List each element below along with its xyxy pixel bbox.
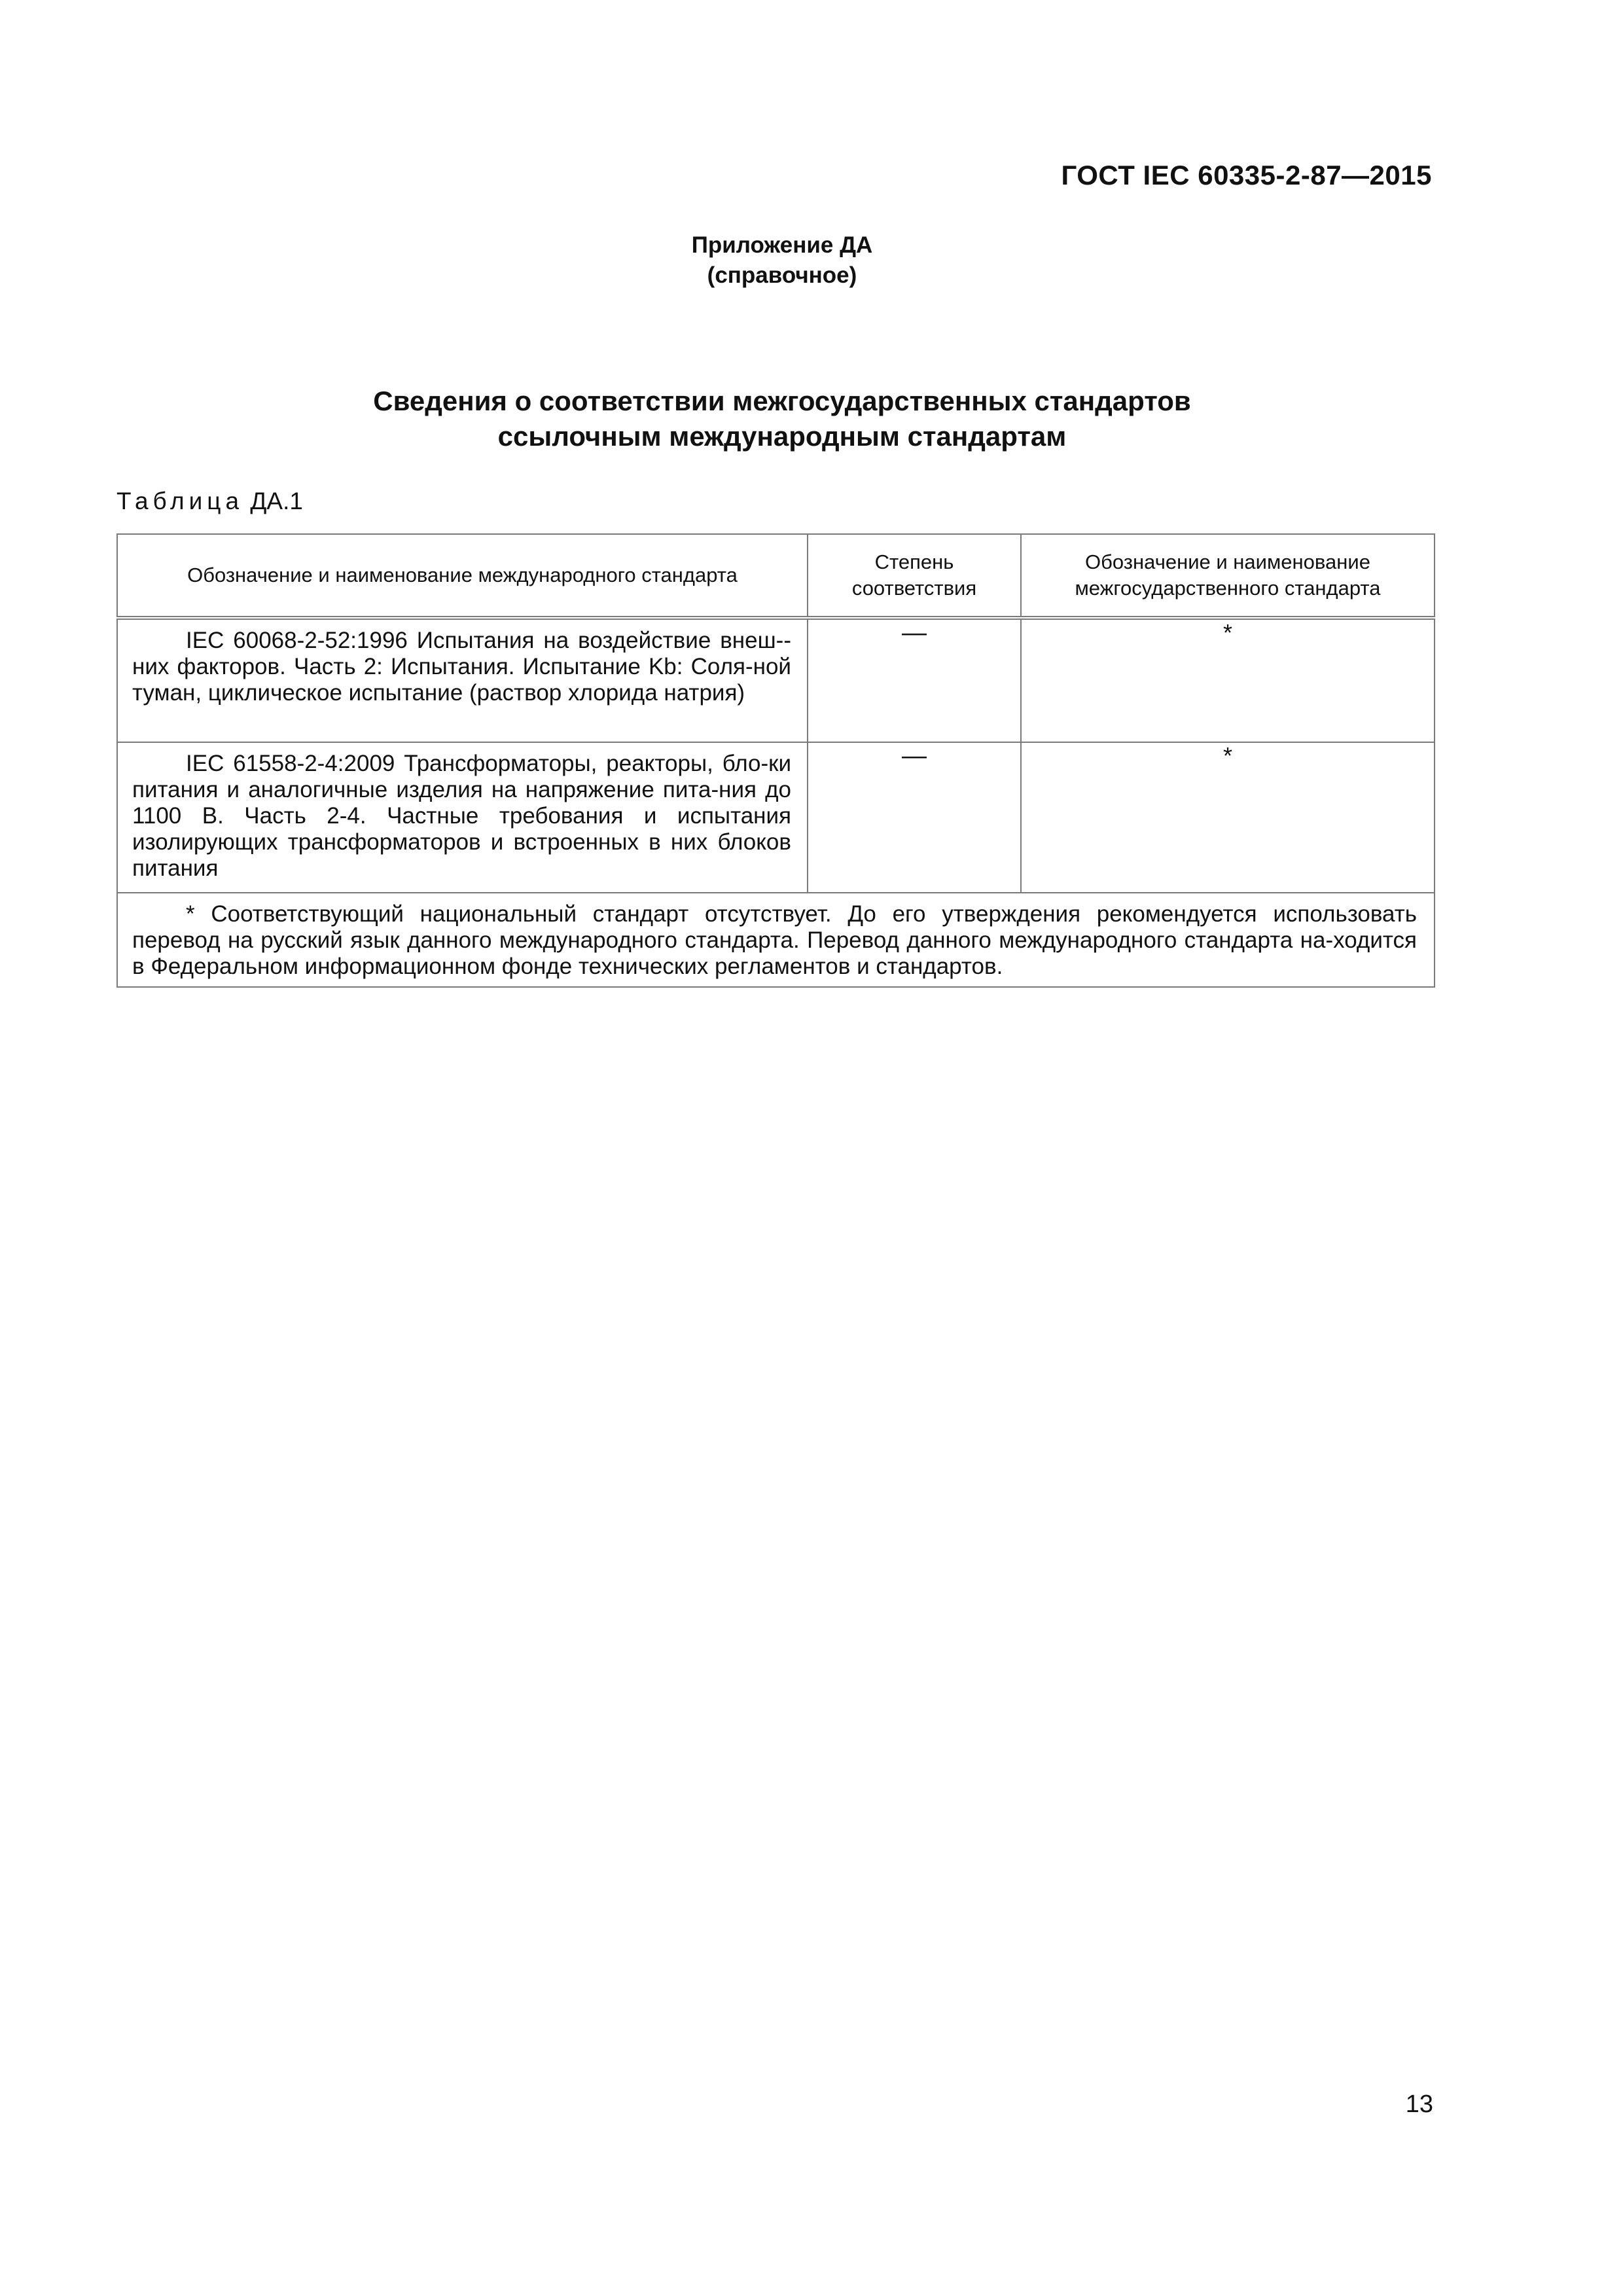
table-caption [116,488,303,515]
section-title [0,384,1564,454]
table-caption-number: ДА.1 [243,488,303,514]
document-code: ГОСТ IEC 60335-2-87—2015 [1061,160,1432,190]
table-footnote: * Соответствующий национальный стандарт отсутствует. До его утверждения рекомендуется использовать перевод на русский язык данного международного стандарта. Перевод данного международного стандарта на-ходится в Федеральном информационном фонде технических регламентов и стандартов. [132,901,1417,979]
correspondence-table [116,533,1435,988]
section-title-line-2: ссылочным международным стандартам [497,421,1067,452]
table-header-row [117,534,1435,618]
degree-value: — [902,742,927,770]
table-row [117,618,1435,742]
appendix-title: Приложение ДА [691,232,873,258]
table-cell-interstate [1021,742,1435,893]
table-cell-interstate [1021,618,1435,742]
page-number: 13 [1405,2090,1433,2118]
table-cell-degree [808,618,1021,742]
table-footnote-row [117,893,1435,987]
column-header-degree: Степень соответствия [808,534,1021,618]
degree-value: — [902,619,927,647]
interstate-standard-value: * [1222,619,1232,646]
appendix-heading [0,230,1564,291]
table-footnote-cell [117,893,1435,987]
international-standard-text: IEC 61558-2-4:2009 Трансформаторы, реакторы, бло-ки питания и аналогичные изделия на напряжение пита-ния до 1100 В. Часть 2-4. Частные требования и испытания изолирующих трансформаторов и встроенных в них блоков питания [132,751,791,881]
column-header-interstate: Обозначение и наименование межгосударственного стандарта [1021,534,1435,618]
table-cell-international [117,742,808,893]
section-title-line-1: Сведения о соответствии межгосударственных стандартов [373,386,1191,416]
column-header-international: Обозначение и наименование международного стандарта [117,534,808,618]
table-cell-international [117,618,808,742]
table-caption-label: Таблица [116,488,244,514]
table-row [117,742,1435,893]
appendix-subtitle: (справочное) [707,262,857,288]
interstate-standard-value: * [1222,742,1232,769]
table-cell-degree [808,742,1021,893]
international-standard-text: IEC 60068-2-52:1996 Испытания на воздействие внеш-них факторов. Часть 2: Испытания. Испытание Kb: Соля-ной туман, циклическое испытание (раствор хлорида натрия) [132,628,791,706]
